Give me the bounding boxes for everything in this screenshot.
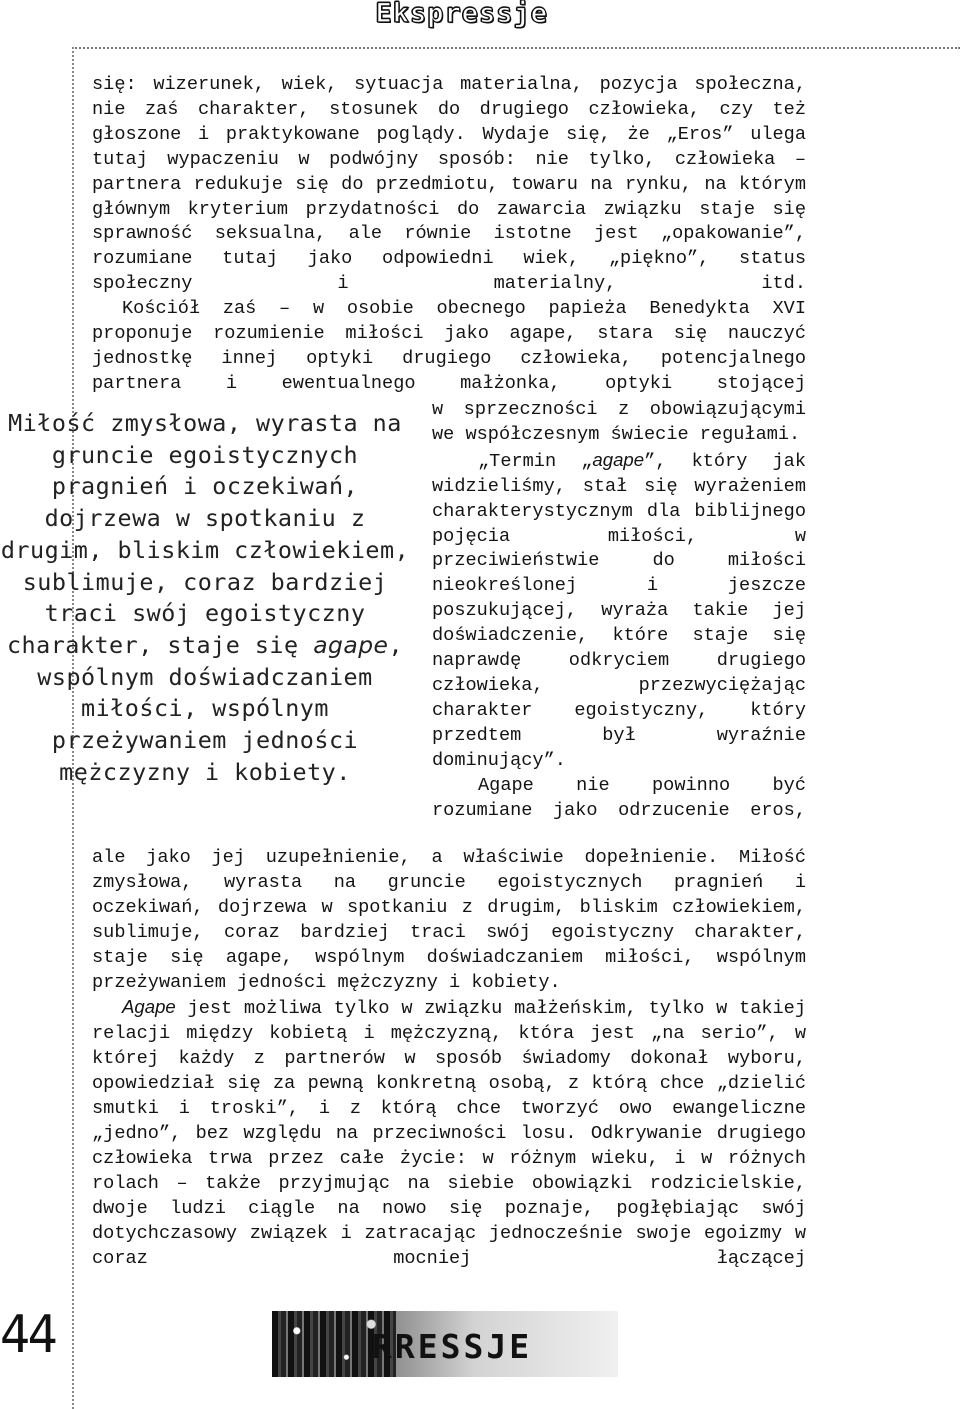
quote-text: „Termin „ [478, 450, 593, 472]
article-text-top [92, 73, 806, 397]
paragraph-text: jest możliwa tylko w związku małżeńskim, tylko w takiej relacji między kobietą i mężczyzną, która jest „na serio”, w której każdy z partnerów w sposób świadomy dokonał wyboru, opowiedział się za pewną konkretną osobą, z którą chce „dzielić smutki i troski”, i z którą chce tworzyć owo ewangeliczne „jedno”, bez względu na przeciwności losu. Odkrywanie drugiego człowieka trwa przez całe życie: w różnym wieku, i w różnych rolach – także przyjmując na siebie obowiązki rodzicielskie, dwoje ludzi ciągle na nowo się poznaje, pogłębiając swój dotychczasowy związek i zatracając jednocześnie swoje egoizmy w coraz mocniej łączącej [92, 998, 806, 1269]
page-number: 44 [0, 1305, 56, 1365]
paragraph: ale jako jej uzupełnienie, a właściwie dopełnienie. Miłość zmysłowa, wyrasta na gruncie egoistycznych pragnień i oczekiwań, dojrzewa w spotkaniu z drugim, bliskim człowiekiem, sublimuje, coraz bardziej traci swój egoistyczny charakter, staje się agape, wspólnym doświadczaniem miłości, wspólnym przeżywaniem jedności mężczyzny i kobiety. [92, 847, 806, 993]
logo-text: RRESSJE [372, 1327, 533, 1366]
paragraph [92, 995, 806, 1271]
article-text-bottom [92, 846, 806, 1271]
italic-term: Agape [122, 996, 176, 1018]
quote-italic: agape [592, 448, 645, 470]
pull-quote-italic: agape [313, 630, 389, 659]
paragraph: Agape nie powinno być rozumiane jako odrzucenie eros, [432, 774, 806, 821]
top-dotted-rule [72, 47, 960, 49]
pull-quote-text: Miłość zmysłowa, wyrasta na gruncie egoistycznych pragnień i oczekiwań, dojrzewa w spotkaniu z drugim, bliskim człowiekiem, sublimuje, coraz bardziej traci swój egoistyczny charakter, staje się [0, 409, 410, 659]
pull-quote [0, 408, 410, 788]
paragraph: w sprzeczności z obowiązującymi we współczesnym świecie regułami. [432, 399, 806, 445]
quoted-paragraph [432, 448, 806, 774]
quote-text-end: ”, który jak widzieliśmy, stał się wyrażeniem charakterystycznym dla biblijnego pojęcia miłości, w przeciwieństwie do miłości nieokreślonej i jeszcze poszukującej, wyraża takie jej doświadczenie, które staje się naprawdę odkryciem drugiego człowieka, przezwyciężając charakter egoistyczny, który przedtem był wyraźnie dominujący”. [432, 450, 806, 771]
paragraph: Kościół zaś – w osobie obecnego papieża Benedykta XVI proponuje rozumienie miłości jako agape, stara się nauczyć jednostkę innej optyki drugiego człowieka, potencjalnego partnera i ewentualnego małżonka, optyki stojącej [92, 298, 806, 394]
footer-logo [272, 1311, 618, 1377]
paragraph: się: wizerunek, wiek, sytuacja materialna, pozycja społeczna, nie zaś charakter, stosunek do drugiego człowieka, czy też głoszone i praktykowane poglądy. Wydaje się, że „Eros” ulega tutaj wypaczeniu w podwójny sposób: nie tylko, człowieka – partnera redukuje się do przedmiotu, towaru na rynku, na którym głównym kryterium przydatności do zawarcia związku staje się sprawność seksualna, ale równie istotne jest „opakowanie”, rozumiane tutaj jako odpowiedni wiek, „piękno”, status społeczny i materialny, itd. [92, 74, 806, 295]
pull-quote-text-end: , wspólnym doświadczaniem miłości, wspólnym przeżywaniem jedności mężczyzny i kobiety. [37, 630, 404, 786]
article-side-column [432, 398, 806, 823]
magazine-title: Ekspressje [375, 0, 548, 29]
